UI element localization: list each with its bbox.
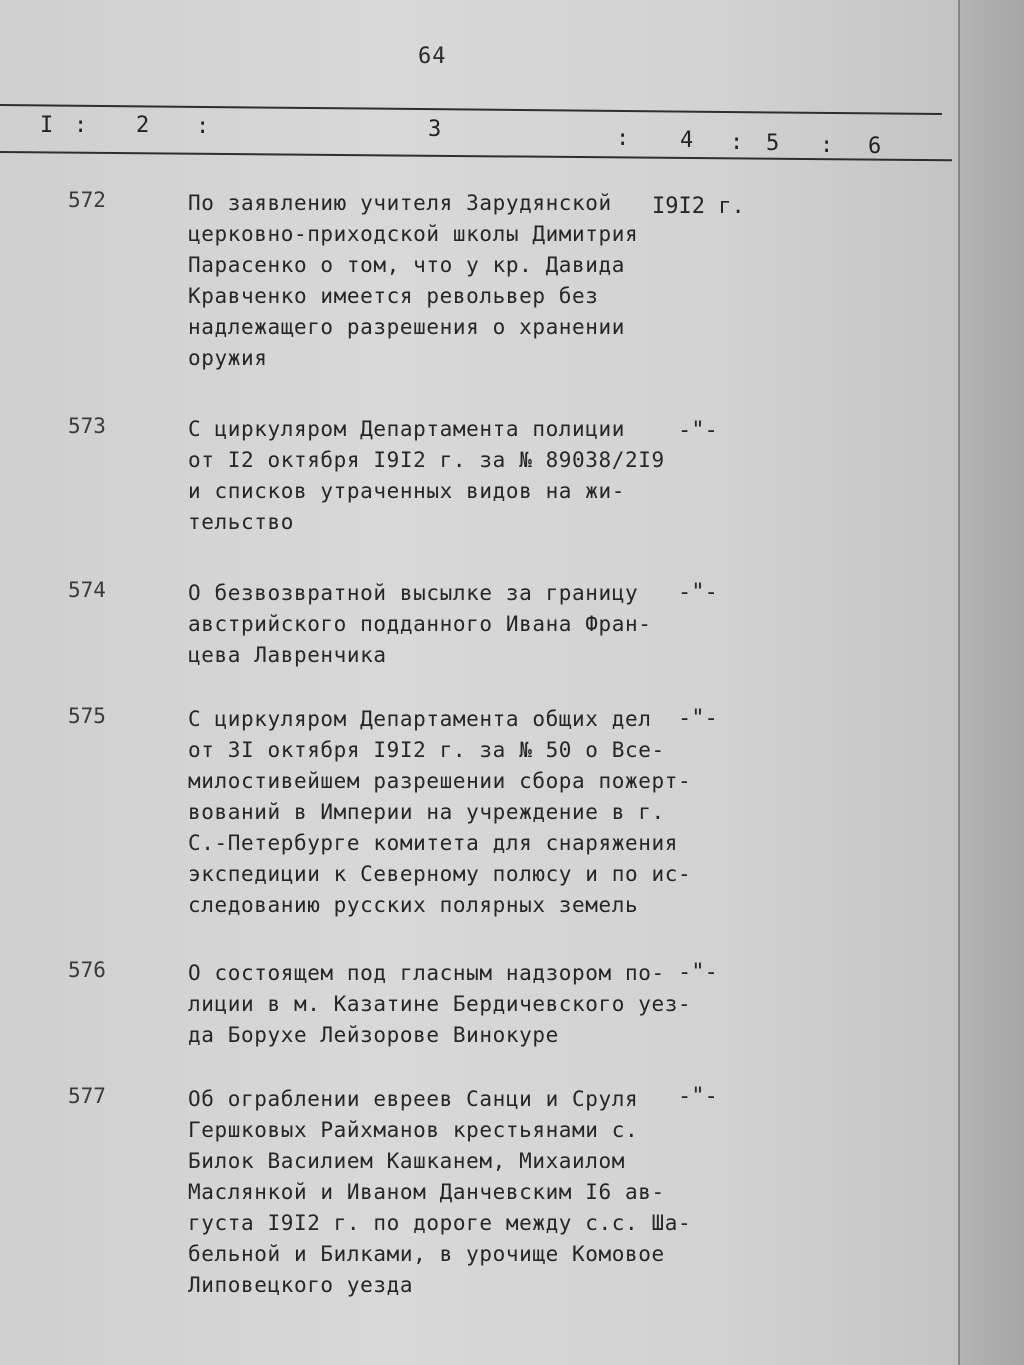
entry-line: от I2 октября I9I2 г. за № 89038/2I9 — [188, 448, 665, 472]
entry-line: надлежащего разрешения о хранении — [188, 315, 626, 339]
column-header-3: 3 — [428, 117, 442, 142]
entry-number: 576 — [68, 958, 106, 982]
column-header-5: 5 — [766, 131, 780, 156]
entry-line: Кравченко имеется револьвер без — [188, 284, 599, 308]
entry-number: 573 — [68, 414, 106, 438]
entry-description — [188, 188, 638, 374]
entry-line: О безвозвратной высылке за границу — [188, 581, 639, 605]
entry-year: I9I2 г. — [652, 194, 745, 219]
entry-description — [188, 414, 665, 538]
column-separator: : — [74, 113, 88, 138]
column-header-6: 6 — [868, 134, 882, 159]
entry-line: да Борухе Лейзорове Винокуре — [188, 1023, 559, 1047]
entry-number: 575 — [68, 704, 106, 728]
column-header-2: 2 — [136, 113, 150, 138]
entry-line: густа I9I2 г. по дороге между с.с. Ша- — [188, 1211, 692, 1235]
entry-line: Гершковых Райхманов крестьянами с. — [188, 1118, 639, 1142]
entry-line: О состоящем под гласным надзором по- — [188, 961, 665, 985]
entry-year-ditto: -"- — [678, 706, 718, 731]
entry-description — [188, 704, 691, 921]
entry-year-ditto: -"- — [678, 418, 718, 443]
column-header-4: 4 — [680, 128, 694, 153]
column-separator: : — [616, 126, 630, 151]
entry-line: С циркуляром Департамента общих дел — [188, 707, 652, 731]
entry-line: тельство — [188, 510, 294, 534]
entry-line: австрийского подданного Ивана Фран- — [188, 612, 652, 636]
entry-year-ditto: -"- — [678, 960, 718, 985]
entry-line: экспедиции к Северному полюсу и по ис- — [188, 862, 692, 886]
entry-line: Об ограблении евреев Санци и Сруля — [188, 1087, 639, 1111]
entry-line: Билок Василием Кашканем, Михаилом — [188, 1149, 626, 1173]
column-separator: : — [820, 133, 834, 158]
entry-line: от 3I октября I9I2 г. за № 50 о Все- — [188, 738, 665, 762]
page-number: 64 — [418, 44, 447, 69]
entry-line: цева Лавренчика — [188, 643, 387, 667]
entry-line: церковно-приходской школы Димитрия — [188, 222, 639, 246]
column-separator: : — [730, 130, 744, 155]
entry-description — [188, 1084, 691, 1301]
entry-line: С.-Петербурге комитета для снаряжения — [188, 831, 678, 855]
entry-description — [188, 578, 652, 671]
entry-line: бельной и Билками, в урочище Комовое — [188, 1242, 665, 1266]
entry-year-ditto: -"- — [678, 1084, 718, 1109]
column-header-1: I — [40, 113, 54, 138]
entry-line: милостивейшем разрешении сбора пожерт- — [188, 769, 692, 793]
entry-line: и списков утраченных видов на жи- — [188, 479, 626, 503]
entry-line: вований в Империи на учреждение в г. — [188, 800, 665, 824]
header-bottom-rule — [0, 151, 952, 161]
entry-number: 572 — [68, 188, 106, 212]
entry-number: 577 — [68, 1084, 106, 1108]
entry-line: Парасенко о том, что у кр. Давида — [188, 253, 626, 277]
entry-line: С циркуляром Департамента полиции — [188, 417, 626, 441]
entry-line: оружия — [188, 346, 268, 370]
column-separator: : — [196, 114, 210, 139]
entry-line: По заявлению учителя Зарудянской — [188, 191, 612, 215]
entry-line: лиции в м. Казатине Бердичевского уез- — [188, 992, 692, 1016]
entry-line: следованию русских полярных земель — [188, 893, 639, 917]
entry-line: Липовецкого уезда — [188, 1273, 414, 1297]
entry-description — [188, 958, 691, 1051]
entry-year-ditto: -"- — [678, 580, 718, 605]
entry-line: Маслянкой и Иваном Данчевским I6 ав- — [188, 1180, 665, 1204]
entry-number: 574 — [68, 578, 106, 602]
